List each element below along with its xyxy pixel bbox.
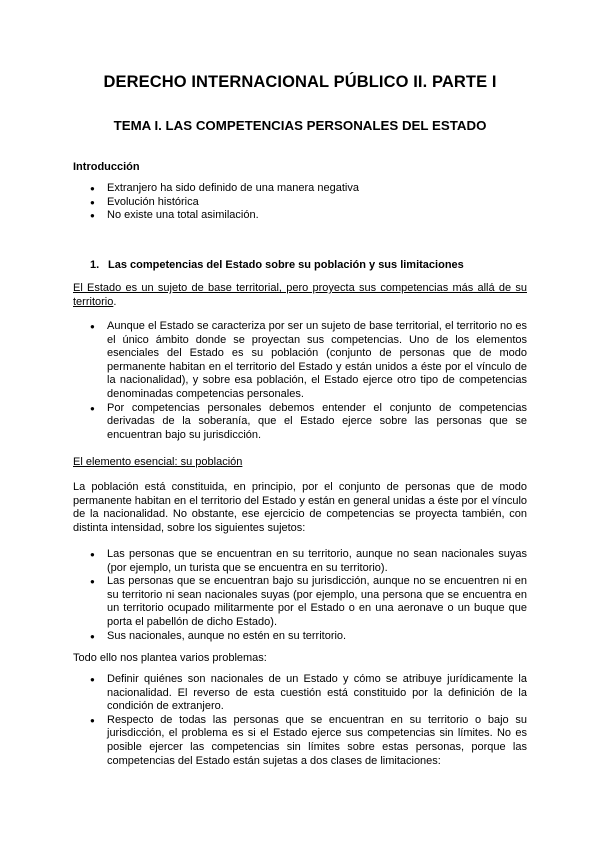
- list-item: ● Por competencias personales debemos entender el conjunto de competencias derivadas de la soberanía, que el Estado ejerce sobre las personas que se encuentran bajo su jurisdicción.: [73, 402, 527, 443]
- list-item: ● Evolución histórica: [73, 196, 503, 210]
- section-1-title: Las competencias del Estado sobre su población y sus limitaciones: [108, 259, 464, 271]
- bullet-list-b: [73, 548, 527, 643]
- list-item: ● Las personas que se encuentran bajo su jurisdicción, aunque no se encuentren ni en su territorio ni sean nacionales suyas (por ejemplo, una persona que se encuentra en un territorio ocupado militarmente por el Estado o en una aeronave o un buque que porta el pabellón de dicho Estado).: [73, 575, 527, 629]
- list-item: ● Sus nacionales, aunque no estén en su territorio.: [73, 630, 527, 644]
- subheading-poblacion: El elemento esencial: su población: [73, 456, 243, 468]
- document-subtitle: TEMA I. LAS COMPETENCIAS PERSONALES DEL ESTADO: [113, 118, 487, 133]
- paragraph-poblacion: La población está constituida, en principio, por el conjunto de personas que de modo permanente habitan en el territorio del Estado y están en general unidas a éste por el vínculo de la nacionalidad. No obstante, ese ejercicio de competencias se proyecta también, con distinta intensidad, sobre los siguientes sujetos:: [73, 481, 527, 534]
- list-item: ● Las personas que se encuentran en su territorio, aunque no sean nacionales suyas (por ejemplo, un turista que se encuentra en su territorio).: [73, 548, 527, 575]
- underlined-intro-text: El Estado es un sujeto de base territorial, pero proyecta sus competencias más allá de su territorio: [73, 282, 527, 308]
- intro-bullet-list: [73, 182, 503, 223]
- list-item: ● Definir quiénes son nacionales de un Estado y cómo se atribuye jurídicamente la nacionalidad. El reverso de esta cuestión está constituido por la definición de la condición de extranjero.: [73, 673, 527, 714]
- list-item: ● Extranjero ha sido definido de una manera negativa: [73, 182, 503, 196]
- section-1-number: 1.: [90, 259, 100, 271]
- document-title: DERECHO INTERNACIONAL PÚBLICO II. PARTE I: [103, 73, 497, 91]
- section-1-heading: [90, 259, 464, 273]
- paragraph-problemas: Todo ello nos plantea varios problemas:: [73, 652, 267, 664]
- list-item: ● Aunque el Estado se caracteriza por ser un sujeto de base territorial, el territorio no es el único ámbito donde se proyectan sus competencias. Uno de los elementos esenciales del Estado es su población (conjunto de personas que de modo permanente habitan en el territorio del Estado y están unidos a éste por el vínculo de la nacionalidad), y sobre esa población, el Estado ejerce otro tipo de competencias denominadas competencias personales.: [73, 320, 527, 402]
- list-item: ● No existe una total asimilación.: [73, 209, 503, 223]
- bullet-list-c: [73, 673, 527, 768]
- underlined-intro-end: .: [113, 295, 117, 308]
- intro-heading: Introducción: [73, 161, 140, 173]
- bullet-list-a: [73, 320, 527, 442]
- list-item: ● Respecto de todas las personas que se encuentran en su territorio o bajo su jurisdicción, el problema es si el Estado ejerce sus competencias sin límites. No es posible ejercer las competencias sin límites sobre estas personas, porque las competencias del Estado están sujetas a dos clases de limitaciones:: [73, 714, 527, 768]
- underlined-intro: [73, 282, 527, 309]
